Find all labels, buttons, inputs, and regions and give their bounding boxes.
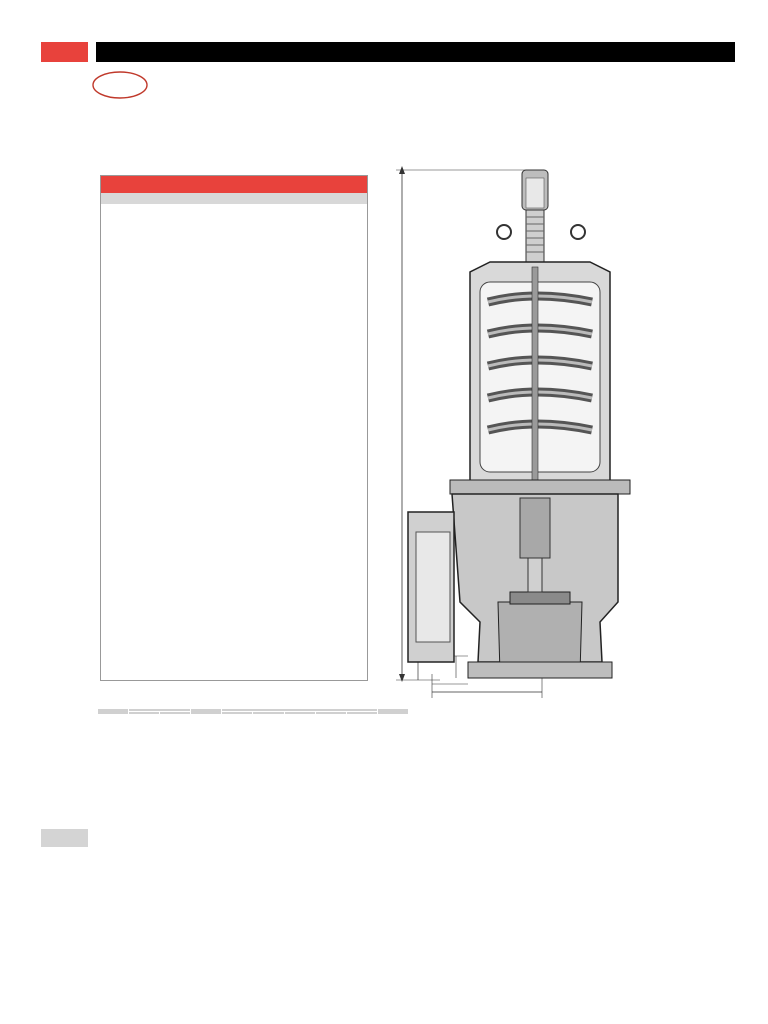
col-type-number: [191, 709, 222, 715]
bom-col-item: [101, 193, 133, 204]
page-number: [41, 829, 88, 847]
bom-heading: [101, 176, 367, 193]
col-f: [346, 712, 377, 715]
valve-drawing: [380, 162, 710, 702]
bill-of-materials-table: [100, 175, 368, 681]
bom-col-material: [241, 193, 367, 204]
col-outlet: [160, 712, 191, 715]
col-e: [315, 712, 346, 715]
col-b: [253, 712, 284, 715]
col-inlet: [129, 712, 160, 715]
col-weight: [377, 709, 408, 715]
bom-col-part: [133, 193, 241, 204]
dimensions-table: [97, 708, 409, 715]
logo-oval-icon: [90, 68, 150, 102]
header-accent-block: [41, 42, 88, 62]
col-a: [222, 712, 253, 715]
col-c: [284, 712, 315, 715]
farris-logo: [90, 68, 150, 102]
bom-column-headers: [101, 193, 367, 204]
header-bar: [96, 42, 735, 62]
col-valve-size: [98, 709, 129, 715]
valve-cutaway-diagram: [380, 162, 710, 702]
